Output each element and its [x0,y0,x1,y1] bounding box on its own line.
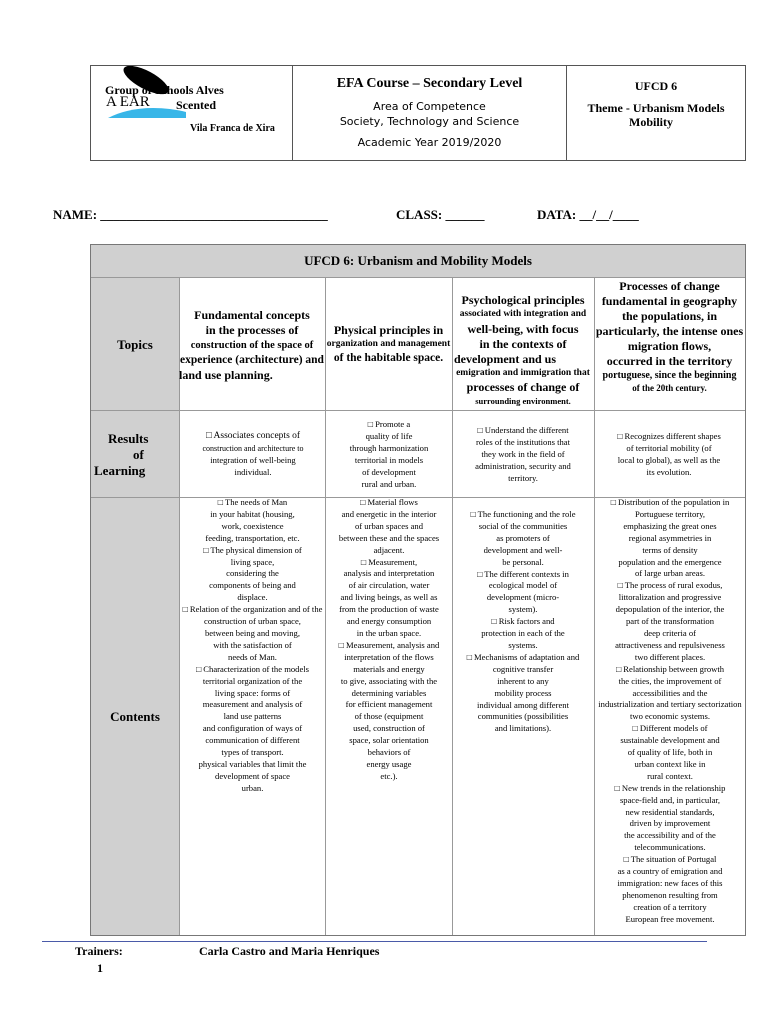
contents-col1-line: □ The needs of Man [217,497,288,507]
contents-col3-line: development and well- [483,544,563,555]
contents-col2-line: space, solar orientation [349,735,429,746]
contents-col2-line: and energy consumption [346,616,432,627]
row-label-of: of [133,447,144,462]
contents-col4-line: □ Distribution of the population in [610,497,730,507]
contents-col4-line: two different places. [634,651,706,662]
topics-cell-1 [179,308,325,383]
contents-col4-line: of large urban areas. [635,568,705,579]
school-name-line2: Scented [176,98,216,112]
contents-col2-line: adjacent. [373,544,405,555]
contents-col1-line: components of being and [209,580,296,591]
row-label-column [91,277,179,935]
school-cell [91,66,293,160]
curriculum-table [90,244,746,936]
results-2-line: rural and urban. [361,478,417,489]
document-header [90,65,746,161]
contents-col3-line: ecological model of [488,580,558,591]
contents-col4-line: emphasizing the great ones [623,520,717,531]
contents-col2-line: in the urban space. [356,627,422,638]
results-3-line: roles of the institutions that [475,436,571,447]
contents-col3-line: communities (possibilities [477,711,569,722]
contents-col4-line: space-field and, in particular, [619,794,721,805]
contents-col4-line: new residential standards, [625,806,715,817]
contents-col4-line: Portuguese territory, [634,508,706,519]
contents-col1-line: □ The physical dimension of [203,544,302,555]
contents-col3-line: cognitive transfer [492,663,554,674]
topics-1-line: land use planning. [179,368,273,382]
contents-col4-line: terms of density [642,544,698,555]
results-cell-2 [327,419,451,490]
contents-col3-line: individual among different [477,699,569,710]
contents-cell-1 [181,497,324,795]
course-cell [293,66,567,160]
contents-col4-line: immigration: new faces of this [617,878,723,888]
ufcd-cell [567,66,745,160]
contents-col2-line: □ Material flows [360,497,418,507]
competence-area: Area of Competence [373,100,486,113]
contents-col3-line: □ The functioning and the role [470,509,576,519]
contents-col2-line: analysis and interpretation [343,568,435,579]
date-field[interactable]: DATA: __/__/____ [537,207,639,222]
contents-col3-line: □ The different contexts in [477,568,569,579]
topics-3-line: well-being, with focus [467,322,579,336]
contents-col1-line: territorial organization of the [202,675,303,686]
contents-col2-line: □ Measurement, [360,556,418,567]
contents-col2-line: determining variables [351,687,427,698]
row-label-learning: Learning [94,463,146,478]
trainers-label: Trainers: [75,944,123,958]
results-3-line: □ Understand the different [477,425,569,435]
contents-col1-line: feeding, transportation, etc. [205,532,300,543]
results-2-line: through harmonization [349,442,429,453]
contents-col4-line: urban context like in [634,758,706,769]
contents-col4-line: □ New trends in the relationship [614,782,726,793]
ufcd-code: UFCD 6 [634,79,678,93]
contents-col4-line: creation of a territory [633,901,707,912]
topics-3-line: development and us [454,352,557,366]
contents-col1-line: construction of urban space, [204,616,301,627]
results-3-line: territory. [508,472,538,483]
contents-col1-line: development of space [215,770,290,781]
academic-year: Academic Year 2019/2020 [357,136,502,149]
results-4-line: its evolution. [646,466,692,477]
class-field[interactable]: CLASS: ______ [396,207,485,222]
contents-col4-line: □ Relationship between growth [615,663,725,674]
contents-cell-3 [454,509,592,735]
contents-col2-line: behaviors of [367,747,411,758]
trainers-names: Carla Castro and Maria Henriques [199,944,380,958]
footer-rule [42,941,707,942]
contents-col3-line: □ Risk factors and [491,616,555,627]
contents-col1-line: physical variables that limit the [198,758,307,769]
contents-col1-line: living space: forms of [214,687,291,698]
contents-col1-line: displace. [237,592,268,603]
results-1-line: integration of well-being [210,454,296,465]
topics-4-line: occurred in the territory [606,354,733,368]
contents-col4-line: depopulation of the interior, the [615,604,725,615]
contents-col1-line: land use patterns [223,711,282,722]
contents-col2-line: interpretation of the flows [344,651,434,662]
contents-col1-line: between being and moving, [205,627,300,638]
topics-4-line: Processes of change [619,279,720,293]
row-label-results: Results [108,431,149,446]
contents-col4-line: attractiveness and repulsiveness [615,639,725,650]
contents-col4-line: phenomenon resulting from [622,889,718,900]
contents-col2-line: energy usage [366,758,412,769]
contents-col1-line: and configuration of ways of [202,723,303,734]
contents-col4-line: rural context. [647,770,693,781]
name-field[interactable]: NAME: ___________________________________ [53,207,328,222]
contents-col2-line: □ Measurement, analysis and [338,639,440,650]
contents-col4-line: of quality of life, both in [627,747,713,758]
topics-1-line: construction of the space of [190,340,314,351]
school-location: Vila Franca de Xira [190,123,275,134]
contents-col1-line: work, coexistence [221,520,284,531]
results-cell-4 [596,431,742,479]
contents-col3-line: mobility process [494,687,552,698]
results-2-line: □ Promote a [367,419,411,429]
results-3-line: they work in the field of [481,448,565,459]
contents-col4-line: the accessibility and of the [624,830,716,841]
results-cell-3 [454,425,592,485]
topics-3-line: processes of change of [466,380,580,394]
contents-col2-line: etc.). [380,770,398,781]
topics-cell-3 [452,293,594,407]
contents-col1-line: needs of Man. [228,651,277,662]
contents-col4-line: regional asymmetries in [628,532,712,543]
contents-col4-line: accessibilities and the [632,687,708,698]
school-name: Group of Schools Alves [105,83,224,97]
contents-col3-line: be personal. [502,556,544,567]
topics-4-line: portuguese, since the beginning [602,370,737,381]
contents-col2-line: for efficient management [345,699,433,710]
contents-col1-line: types of transport. [221,747,284,758]
results-2-line: of development [362,466,416,477]
contents-col1-line: urban. [241,782,264,793]
theme-title-line2: Mobility [629,115,673,129]
contents-col2-line: materials and energy [353,663,425,674]
topics-cell-2 [325,322,452,366]
contents-col3-line: protection in each of the [481,628,565,639]
results-1-line: □ Associates concepts of [205,431,301,441]
contents-col4-line: sustainable development and [620,735,720,746]
contents-col4-line: European free movement. [625,913,715,924]
topics-4-line: migration flows, [627,339,712,353]
competence-area-detail: Society, Technology and Science [339,115,520,128]
results-cell-1 [183,431,323,479]
table-title: UFCD 6: Urbanism and Mobility Models [304,253,532,268]
topics-3-line: Psychological principles [461,293,585,307]
contents-col2-line: used, construction of [353,723,425,734]
contents-col4-line: two economic systems. [630,711,710,722]
topics-2-line: Physical principles in [333,323,444,337]
contents-col4-line: □ The situation of Portugal [623,854,717,865]
results-3-line: administration, security and [475,460,571,471]
topics-4-line: the populations, in [621,309,718,323]
contents-col2-line: of those (equipment [354,711,424,722]
contents-col3-line: inherent to any [497,675,549,686]
results-1-line: construction and architecture to [202,443,304,453]
topics-3-line: emigration and immigration that [456,368,590,378]
contents-col2-line: of urban spaces and [354,520,423,531]
contents-col3-line: development (micro- [486,592,560,603]
contents-col4-line: industrialization and tertiary sectorization [598,699,742,710]
topics-4-line: particularly, the intense ones [595,324,744,338]
contents-col4-line: deep criteria of [643,627,696,638]
contents-col4-line: □ The process of rural exodus, [617,580,723,591]
contents-col2-line: and living beings, as well as [340,592,438,603]
contents-col2-line: between these and the spaces [338,532,440,543]
contents-col4-line: part of the transformation [625,616,715,627]
contents-col4-line: population and the emergence [618,556,722,567]
contents-col1-line: □ Characterization of the models [195,663,310,674]
results-4-line: of territorial mobility (of [626,442,712,453]
course-title: EFA Course – Secondary Level [336,76,523,91]
contents-cell-2 [327,497,451,783]
contents-col1-line: living space, [230,556,275,567]
topics-3-line: surrounding environment. [475,396,571,406]
results-1-line: individual. [234,466,272,477]
contents-col2-line: and energetic in the interior [341,508,437,519]
contents-col4-line: as a country of emigration and [617,866,723,877]
topics-1-line: experience (architecture) and [180,354,324,366]
contents-col1-line: considering the [226,568,279,579]
row-label-topics: Topics [117,337,153,352]
topics-3-line: in the contexts of [479,337,567,351]
contents-col4-line: the cities, the improvement of [618,675,722,686]
topics-2-line: of the habitable space. [333,352,444,364]
contents-col1-line: measurement and analysis of [202,699,303,710]
row-label-contents: Contents [110,709,160,724]
topics-2-line: organization and management [326,339,451,349]
page-number: 1 [97,961,103,975]
contents-col3-line: systems. [508,639,538,650]
contents-col2-line: of air circulation, water [348,580,430,591]
results-4-line: □ Recognizes different shapes [617,431,721,441]
contents-col1-line: □ Relation of the organization and of the [182,604,323,615]
contents-col3-line: as promoters of [496,532,550,543]
contents-col3-line: system). [508,604,538,615]
topics-4-line: of the 20th century. [632,383,707,393]
contents-col2-line: from the production of waste [339,604,439,615]
contents-col4-line: □ Different models of [632,723,708,734]
contents-col4-line: driven by improvement [629,818,711,829]
contents-cell-4 [596,497,744,926]
theme-title: Theme - Urbanism Models [587,101,725,115]
contents-col4-line: telecommunications. [634,842,706,853]
topics-1-line: in the processes of [205,323,299,337]
contents-col3-line: and limitations). [494,723,552,734]
contents-col3-line: social of the communities [478,520,568,531]
contents-col1-line: with the satisfaction of [213,639,292,650]
topics-cell-4 [594,279,745,394]
school-logo-text: A EAR [106,94,150,110]
results-4-line: local to global), as well as the [617,454,721,465]
topics-1-line: Fundamental concepts [194,308,310,322]
topics-4-line: fundamental in geography [601,294,738,308]
results-2-line: quality of life [365,430,413,441]
contents-col3-line: □ Mechanisms of adaptation and [466,651,580,662]
contents-col4-line: littoralization and progressive [618,592,722,603]
topics-3-line: associated with integration and [459,309,587,319]
contents-col1-line: communication of different [205,735,300,746]
contents-col1-line: in your habitat (housing, [210,508,295,519]
results-2-line: territorial in models [354,454,424,465]
contents-col2-line: to give, associating with the [340,675,438,686]
